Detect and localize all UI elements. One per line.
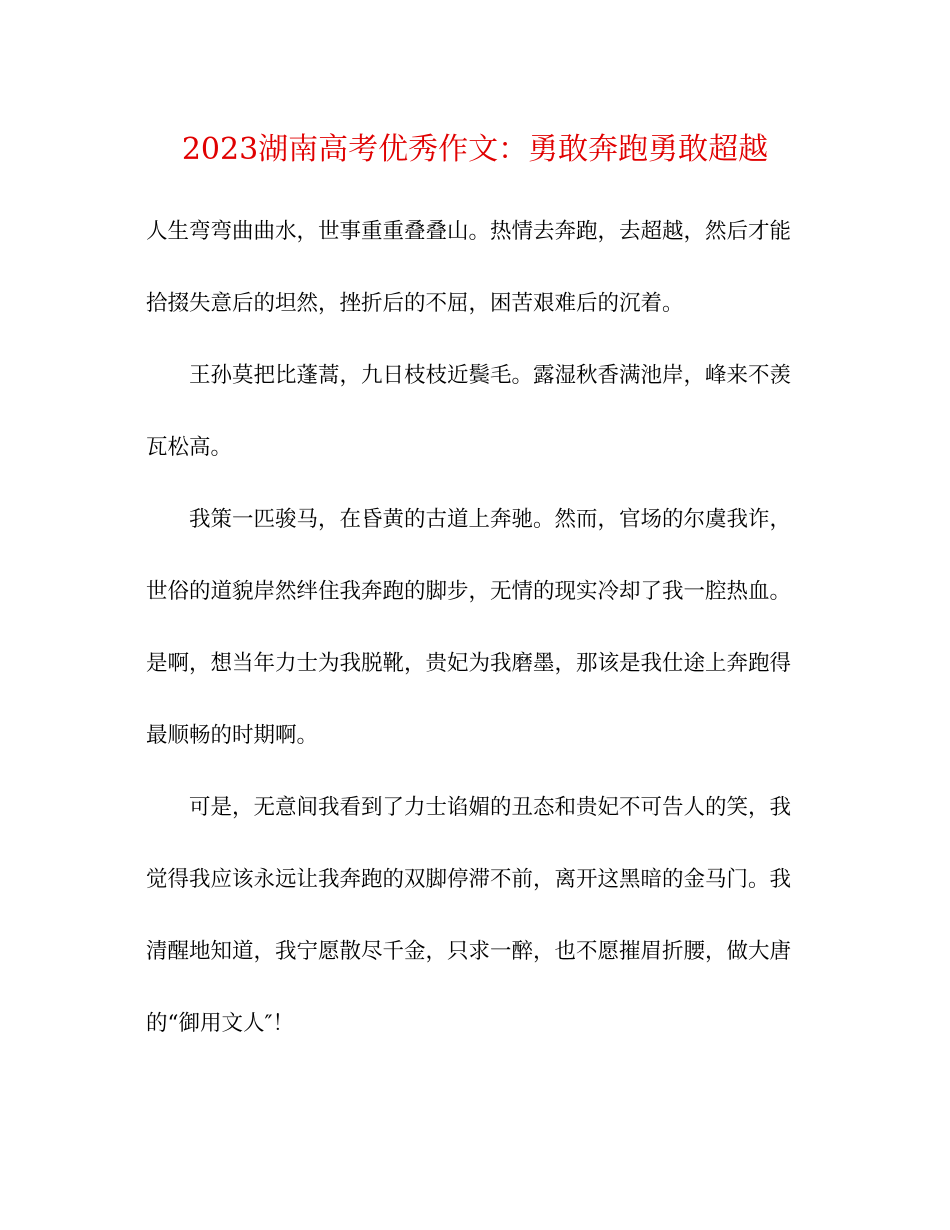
paragraph-line: 世俗的道貌岸然绊住我奔跑的脚步，无情的现实冷却了我一腔热血。 xyxy=(146,579,792,604)
paragraph-line: 我策一匹骏马，在昏黄的古道上奔驰。然而，官场的尔虞我诈， xyxy=(189,507,792,532)
paragraph-line: 最顺畅的时期啊。 xyxy=(146,723,319,748)
paragraph-line: 清醒地知道，我宁愿散尽千金，只求一醉，也不愿摧眉折腰，做大唐 xyxy=(146,939,792,964)
paragraph-line: 可是，无意间我看到了力士谄媚的丑态和贵妃不可告人的笑，我 xyxy=(189,795,792,820)
paragraph-line: 的“御用文人″！ xyxy=(146,1011,295,1036)
paragraph-line: 人生弯弯曲曲水，世事重重叠叠山。热情去奔跑，去超越，然后才能 xyxy=(146,219,792,244)
document-title: 2023湖南高考优秀作文：勇敢奔跑勇敢超越 xyxy=(181,132,769,167)
paragraph-line: 觉得我应该永远让我奔跑的双脚停滞不前，离开这黑暗的金马门。我 xyxy=(146,867,792,892)
paragraph-line: 是啊，想当年力士为我脱靴，贵妃为我磨墨，那该是我仕途上奔跑得 xyxy=(146,651,792,676)
paragraph-line: 王孙莫把比蓬蒿，九日枝枝近鬓毛。露湿秋香满池岸，峰来不羡 xyxy=(189,363,792,388)
essay-body xyxy=(146,212,806,1076)
paragraph-line: 拾掇失意后的坦然，挫折后的不屈，困苦艰难后的沉着。 xyxy=(146,291,684,316)
paragraph-line: 瓦松高。 xyxy=(146,435,233,460)
